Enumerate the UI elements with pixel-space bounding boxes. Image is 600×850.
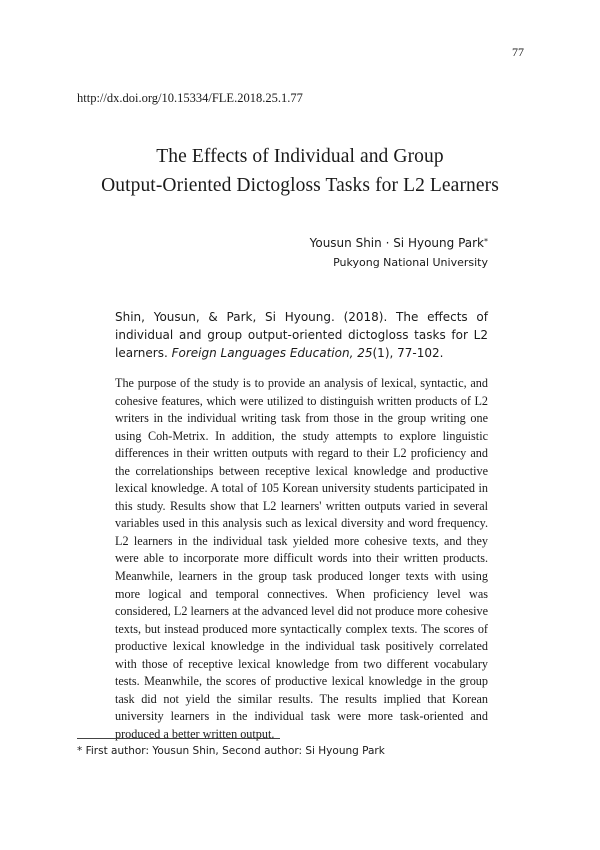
author-footnote-mark: * — [484, 237, 488, 246]
paper-title-line-2: Output-Oriented Dictogloss Tasks for L2 Learners — [101, 175, 499, 196]
paper-title-line-1: The Effects of Individual and Group — [156, 146, 444, 167]
paper-title — [0, 142, 600, 200]
citation-journal — [172, 346, 373, 360]
citation-journal-name: Foreign Languages Education, — [171, 346, 354, 360]
page-number: 77 — [512, 45, 524, 59]
citation — [115, 308, 488, 362]
citation-rest: (1), 77-102. — [372, 346, 444, 360]
author-names-text: Yousun Shin · Si Hyoung Park — [309, 236, 484, 250]
doi-link[interactable]: http://dx.doi.org/10.15334/FLE.2018.25.1.77 — [77, 91, 303, 105]
abstract: The purpose of the study is to provide an analysis of lexical, syntactic, and cohesive features, which were utilized to distinguish written products of L2 writers in the individual writing task from those in the group writing one using Coh-Metrix. In addition, the study attempts to explore linguistic differences in their written outputs with regard to their L2 proficiency and the correlationships between receptive lexical knowledge and productive lexical knowledge. A total of 105 Korean university students participated in this study. Results show that L2 learners' written outputs varied in several variables used in this analysis such as lexical diversity and word frequency. L2 learners in the individual task yielded more cohesive texts, and they were able to incorporate more difficult words into their written products. Meanwhile, learners in the group task produced longer texts with using more logical and temporal connectives. When proficiency level was considered, L2 learners at the advanced level did not produce more cohesive texts, but instead produced more syntactically complex texts. The scores of productive lexical knowledge in the individual task positively correlated with those of receptive lexical knowledge from two different vocabulary tests. Meanwhile, the scores of productive lexical knowledge in the group task did not yield the similar results. The results implied that Korean university learners in the individual task were more task-oriented and produced a better written output. — [115, 376, 488, 741]
footnote-divider — [77, 738, 280, 739]
author-names — [310, 233, 488, 254]
author-affiliation: Pukyong National University — [333, 256, 488, 269]
citation-lead: Shin, Yousun, & Park, Si Hyoung. (2018). The effects of individual and group output-oriented dictogloss tasks for L2 learners. — [115, 310, 488, 360]
author-footnote: * First author: Yousun Shin, Second author: Si Hyoung Park — [77, 745, 385, 757]
citation-volume: 25 — [357, 346, 373, 360]
